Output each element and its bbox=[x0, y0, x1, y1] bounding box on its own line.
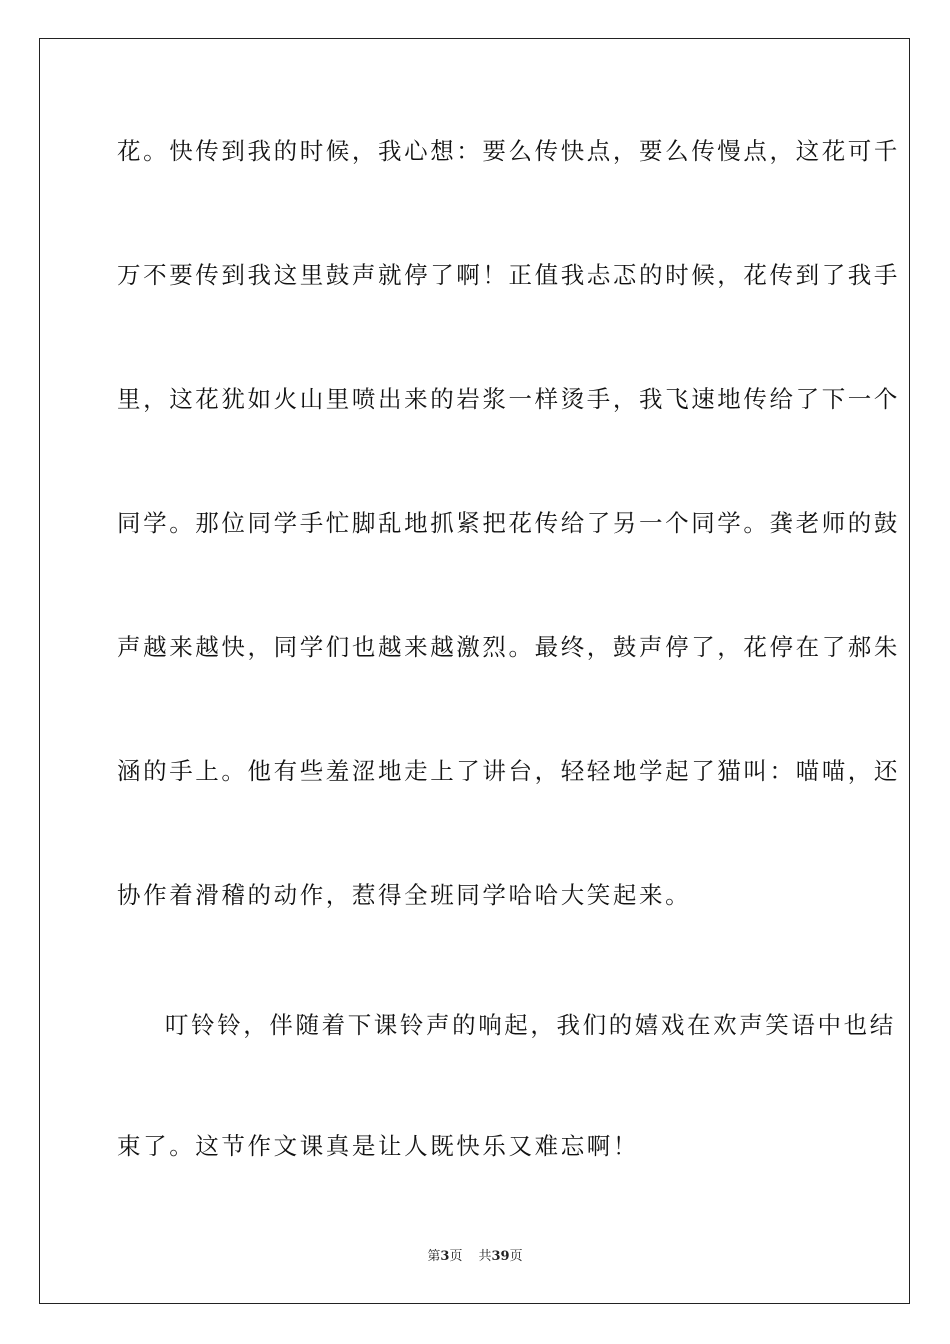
paragraph-line: 花。快传到我的时候，我心想：要么传快点，要么传慢点，这花可千 bbox=[117, 137, 900, 165]
page-total: 共39页 bbox=[478, 1249, 523, 1264]
page-number: 第3页 bbox=[427, 1249, 463, 1264]
paragraph-line: 万不要传到我这里鼓声就停了啊！正值我忐忑的时候，花传到了我手 bbox=[117, 261, 900, 289]
paragraph-line: 束了。这节作文课真是让人既快乐又难忘啊！ bbox=[117, 1132, 639, 1160]
paragraph-line: 叮铃铃，伴随着下课铃声的响起，我们的嬉戏在欢声笑语中也结 bbox=[165, 1011, 896, 1039]
page-footer bbox=[0, 1248, 950, 1266]
paragraph-line: 声越来越快，同学们也越来越激烈。最终，鼓声停了，花停在了郝朱 bbox=[117, 633, 900, 661]
page-border bbox=[39, 38, 910, 1304]
paragraph-line: 里，这花犹如火山里喷出来的岩浆一样烫手，我飞速地传给了下一个 bbox=[117, 385, 900, 413]
paragraph-line: 协作着滑稽的动作，惹得全班同学哈哈大笑起来。 bbox=[117, 881, 692, 909]
paragraph-line: 涵的手上。他有些羞涩地走上了讲台，轻轻地学起了猫叫：喵喵，还 bbox=[117, 757, 900, 785]
paragraph-line: 同学。那位同学手忙脚乱地抓紧把花传给了另一个同学。龚老师的鼓 bbox=[117, 509, 900, 537]
